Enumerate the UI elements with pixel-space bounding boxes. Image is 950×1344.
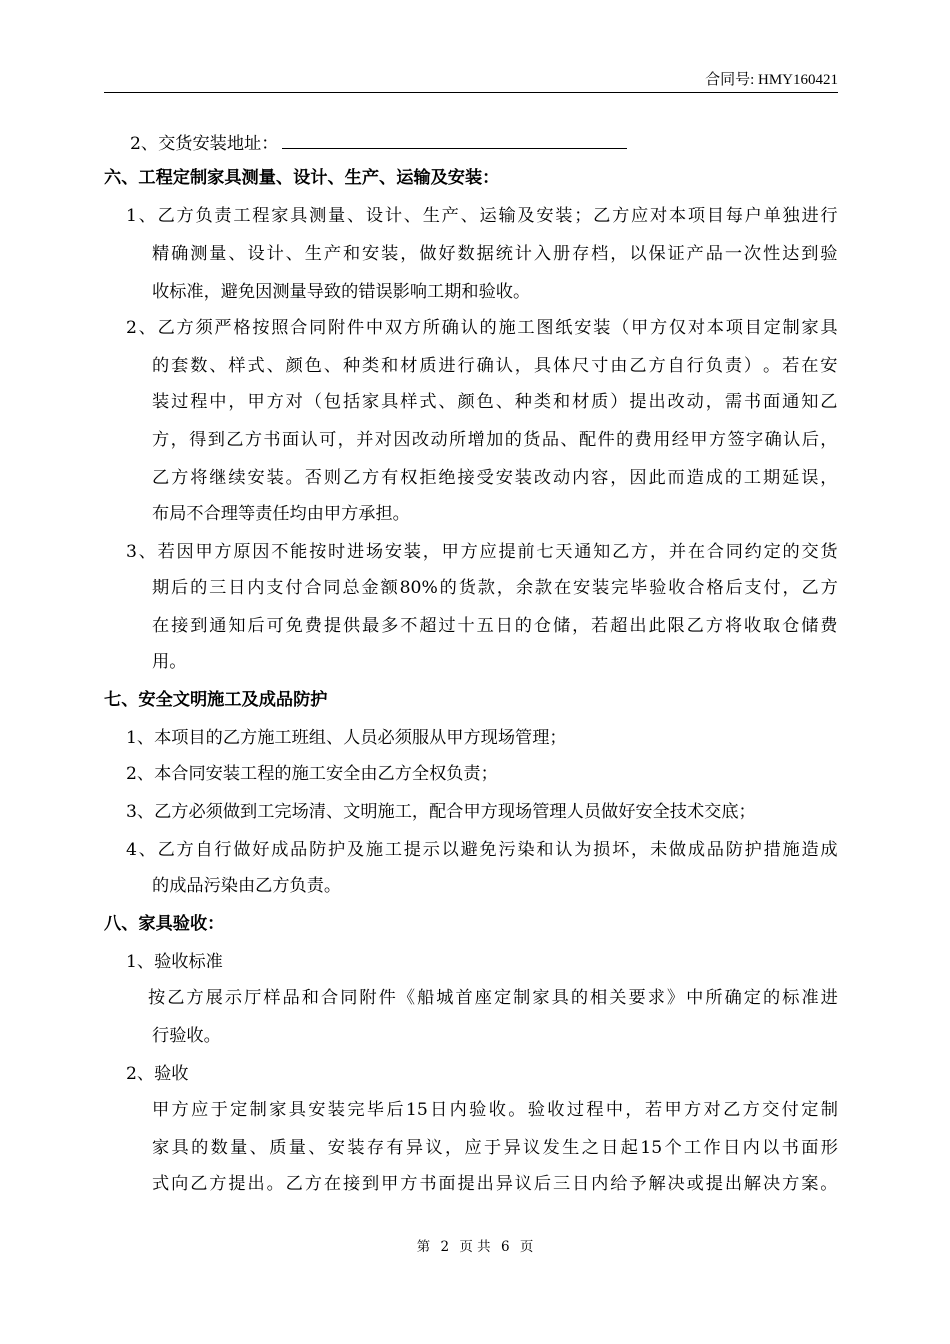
delivery-address-row bbox=[130, 131, 627, 154]
section-8-title: 八、家具验收： bbox=[104, 914, 225, 934]
s6-item3-line2: 期 后 的 三 日 内 支 付 合 同 总 金 额 80% 的 货 款 ， 余 款 在 安 装 完 毕 验 收 合 格 后 支 付 ， 乙 方 bbox=[152, 578, 838, 598]
footer-prefix: 第 bbox=[416, 1239, 431, 1255]
s7-item3: 3、乙方必须做到工完场清、文明施工，配合甲方现场管理人员做好安全技术交底； bbox=[126, 802, 756, 822]
s7-item4-line1: 4 、 乙 方 自 行 做 好 成 品 防 护 及 施 工 提 示 以 避 免 污 染 和 认 为 损 坏 ， 未 做 成 品 防 护 措 施 造 成 bbox=[126, 840, 838, 860]
s7-item2: 2、本合同安装工程的施工安全由乙方全权负责； bbox=[126, 764, 498, 784]
footer-suffix: 页 bbox=[519, 1239, 534, 1255]
s7-item4-line2: 的成品污染由乙方负责。 bbox=[152, 876, 342, 896]
page-footer bbox=[0, 1235, 950, 1255]
footer-total-pages: 6 bbox=[500, 1239, 510, 1255]
contract-number: 合同号: HMY160421 bbox=[705, 72, 838, 88]
s8-sub2-body-line1: 甲 方 应 于 定 制 家 具 安 装 完 毕 后 15 日 内 验 收 。 验 收 过 程 中 ， 若 甲 方 对 乙 方 交 付 定 制 bbox=[152, 1100, 838, 1120]
s6-item2-line2: 的 套 数 、 样 式 、 颜 色 、 种 类 和 材 质 进 行 确 认 ， 具 体 尺 寸 由 乙 方 自 行 负 责 ） 。 若 在 安 bbox=[152, 356, 838, 376]
s6-item3-line1: 3 、 若 因 甲 方 原 因 不 能 按 时 进 场 安 装 ， 甲 方 应 提 前 七 天 通 知 乙 方 ， 并 在 合 同 约 定 的 交 货 bbox=[126, 542, 838, 562]
footer-page-number: 2 bbox=[440, 1239, 450, 1255]
s6-item3-line3: 在 接 到 通 知 后 可 免 费 提 供 最 多 不 超 过 十 五 日 的 仓 储 ， 若 超 出 此 限 乙 方 将 收 取 仓 储 费 bbox=[152, 616, 838, 636]
s8-sub1-body-line1: 按 乙 方 展 示 厅 样 品 和 合 同 附 件 《 船 城 首 座 定 制 家 具 的 相 关 要 求 》 中 所 确 定 的 标 准 进 bbox=[148, 988, 838, 1008]
delivery-address-label: 2、交货安装地址： bbox=[130, 134, 279, 154]
s8-sub2-body-line3: 式 向 乙 方 提 出 。 乙 方 在 接 到 甲 方 书 面 提 出 异 议 后 三 日 内 给 予 解 决 或 提 出 解 决 方 案 。 bbox=[152, 1174, 838, 1194]
s8-sub1-title: 1、验收标准 bbox=[126, 952, 223, 972]
s8-sub1-body-line2: 行验收。 bbox=[152, 1026, 221, 1046]
s6-item3-line4: 用。 bbox=[152, 652, 187, 672]
s6-item2-line1: 2 、 乙 方 须 严 格 按 照 合 同 附 件 中 双 方 所 确 认 的 施 工 图 纸 安 装 （ 甲 方 仅 对 本 项 目 定 制 家 具 bbox=[126, 318, 838, 338]
s6-item2-line3: 装 过 程 中 ， 甲 方 对 （ 包 括 家 具 样 式 、 颜 色 、 种 类 和 材 质 ） 提 出 改 动 ， 需 书 面 通 知 乙 bbox=[152, 392, 838, 412]
s6-item2-line4: 方 ， 得 到 乙 方 书 面 认 可 ， 并 对 因 改 动 所 增 加 的 货 品 、 配 件 的 费 用 经 甲 方 签 字 确 认 后 ， bbox=[152, 430, 838, 450]
s6-item1-line2: 精 确 测 量 、 设 计 、 生 产 和 安 装 ， 做 好 数 据 统 计 入 册 存 档 ， 以 保 证 产 品 一 次 性 达 到 验 bbox=[152, 244, 838, 264]
s6-item1-line3: 收标准，避免因测量导致的错误影响工期和验收。 bbox=[152, 282, 531, 302]
section-7-title: 七、安全文明施工及成品防护 bbox=[104, 690, 328, 710]
delivery-address-blank bbox=[282, 131, 627, 149]
page-header bbox=[104, 66, 838, 93]
footer-mid: 页 共 bbox=[459, 1239, 491, 1255]
s6-item2-line6: 布局不合理等责任均由甲方承担。 bbox=[152, 504, 410, 524]
section-6-title: 六、工程定制家具测量、设计、生产、运输及安装： bbox=[104, 168, 500, 188]
s6-item1-line1: 1 、 乙 方 负 责 工 程 家 具 测 量 、 设 计 、 生 产 、 运 输 及 安 装 ； 乙 方 应 对 本 项 目 每 户 单 独 进 行 bbox=[126, 206, 838, 226]
s6-item2-line5: 乙 方 将 继 续 安 装 。 否 则 乙 方 有 权 拒 绝 接 受 安 装 改 动 内 容 ， 因 此 而 造 成 的 工 期 延 误 ， bbox=[152, 468, 838, 488]
s8-sub2-title: 2、验收 bbox=[126, 1064, 189, 1084]
s7-item1: 1、本项目的乙方施工班组、人员必须服从甲方现场管理； bbox=[126, 728, 567, 748]
s8-sub2-body-line2: 家 具 的 数 量 、 质 量 、 安 装 存 有 异 议 ， 应 于 异 议 发 生 之 日 起 15 个 工 作 日 内 以 书 面 形 bbox=[152, 1138, 838, 1158]
